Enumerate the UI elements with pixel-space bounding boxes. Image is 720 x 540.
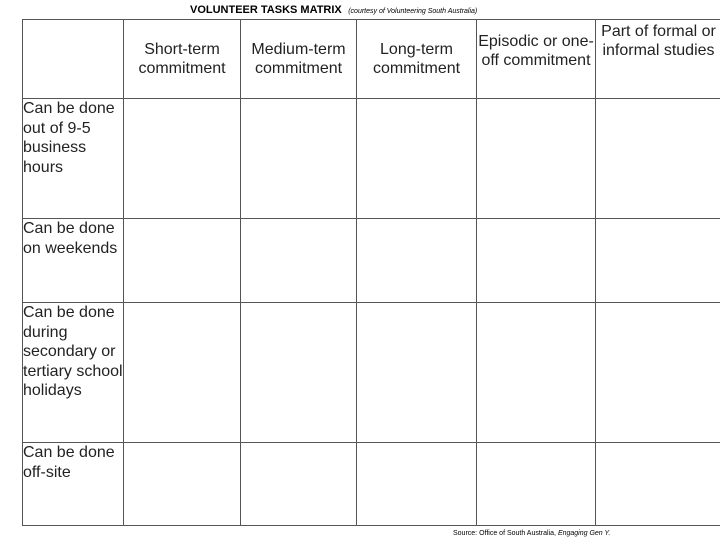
matrix-cell (357, 99, 477, 219)
matrix-cell (596, 219, 720, 303)
column-header-long-term (357, 20, 477, 99)
column-header-medium-term (241, 20, 357, 99)
volunteer-tasks-matrix (22, 19, 720, 526)
corner-cell (23, 20, 124, 99)
matrix-cell (124, 219, 241, 303)
matrix-cell (124, 99, 241, 219)
matrix-cell (596, 303, 720, 443)
matrix-cell (124, 443, 241, 526)
title-credit: (courtesy of Volunteering South Australia) (348, 8, 478, 15)
row-label-business-hours: Can be done out of 9-5 business hours (23, 99, 124, 219)
matrix-cell (357, 303, 477, 443)
matrix-cell (124, 303, 241, 443)
header-row (23, 20, 720, 99)
matrix-cell (477, 99, 596, 219)
row-label-weekends: Can be done on weekends (23, 219, 124, 303)
matrix-cell (596, 99, 720, 219)
table-row (23, 303, 720, 443)
source-prefix: Source: Office of South Australia, (453, 530, 558, 537)
matrix-cell (477, 219, 596, 303)
row-label-school-holidays: Can be done during secondary or tertiary school holidays (23, 303, 124, 443)
column-header-label: Long-term commitment (372, 41, 461, 77)
column-header-label: Episodic or one-off commitment (478, 33, 594, 69)
column-header-label: Part of formal or informal studies (601, 23, 716, 59)
matrix-cell (596, 443, 720, 526)
matrix-cell (357, 443, 477, 526)
matrix-cell (357, 219, 477, 303)
matrix-cell (241, 219, 357, 303)
column-header-studies (596, 20, 720, 99)
document-title (190, 2, 477, 19)
table-row (23, 219, 720, 303)
column-header-label: Medium-term commitment (251, 41, 346, 77)
matrix-cell (241, 99, 357, 219)
matrix-cell (477, 303, 596, 443)
column-header-short-term (124, 20, 241, 99)
table-row (23, 99, 720, 219)
column-header-episodic (477, 20, 596, 99)
matrix-cell (477, 443, 596, 526)
column-header-label: Short-term commitment (138, 41, 226, 77)
source-publication: Engaging Gen Y. (557, 530, 611, 537)
matrix-cell (241, 303, 357, 443)
row-label-off-site: Can be done off-site (23, 443, 124, 526)
matrix-cell (241, 443, 357, 526)
source-note (453, 529, 611, 538)
table-row (23, 443, 720, 526)
title-main: VOLUNTEER TASKS MATRIX (190, 4, 342, 16)
